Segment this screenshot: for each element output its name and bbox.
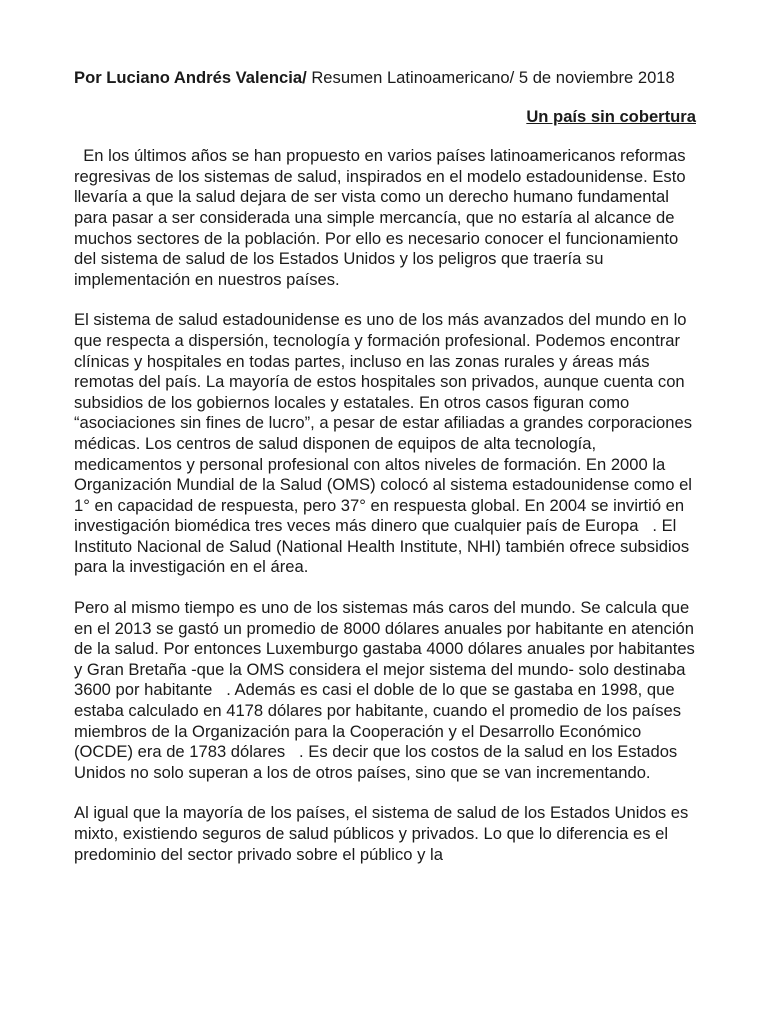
section-title: Un país sin cobertura xyxy=(526,106,696,126)
paragraph-us-system: El sistema de salud estadounidense es uno de los más avanzados del mundo en lo que respecta a dispersión, tecnología y formación profesional. Podemos encontrar clínicas y hospitales en todas partes, incluso en las zonas rurales y áreas más remotas del país. La mayoría de estos hospitales son privados, aunque cuenta con subsidios de los gobiernos locales y estatales. En otros casos figuran como “asociaciones sin fines de lucro”, a pesar de estar afiliadas a grandes corporaciones médicas. Los centros de salud disponen de equipos de alta tecnología, medicamentos y personal profesional con altos niveles de formación. En 2000 la Organización Mundial de la Salud (OMS) colocó al sistema estadounidense como el 1° en capacidad de respuesta, pero 37° en respuesta global. En 2004 se invirtió en investigación biomédica tres veces más dinero que cualquier país de Europa . El Instituto Nacional de Salud (National Health Institute, NHI) también ofrece subsidios para la investigación en el área. xyxy=(74,310,692,577)
byline xyxy=(74,68,696,89)
paragraph-intro: En los últimos años se han propuesto en varios países latinoamericanos reformas regresivas de los sistemas de salud, inspirados en el modelo estadounidense. Esto llevaría a que la salud dejara de ser vista como un derecho humano fundamental para pasar a ser considerada una simple mercancía, que no estaría al alcance de muchos sectores de la población. Por ello es necesario conocer el funcionamiento del sistema de salud de los Estados Unidos y los peligros que traería su implementación en nuestros países. xyxy=(74,146,686,289)
document-page xyxy=(74,68,696,885)
byline-source-date: Resumen Latinoamericano/ 5 de noviembre 2018 xyxy=(306,68,675,87)
paragraph-mixed-system: Al igual que la mayoría de los países, el sistema de salud de los Estados Unidos es mixto, existiendo seguros de salud públicos y privados. Lo que lo diferencia es el predominio del sector privado sobre el público y la xyxy=(74,803,689,864)
byline-author: Por Luciano Andrés Valencia/ xyxy=(74,68,307,87)
paragraph-costs: Pero al mismo tiempo es uno de los sistemas más caros del mundo. Se calcula que en el 2013 se gastó un promedio de 8000 dólares anuales por habitante en atención de la salud. Por entonces Luxemburgo gastaba 4000 dólares anuales por habitantes y Gran Bretaña -que la OMS considera el mejor sistema del mundo- solo destinaba 3600 por habitante . Además es casi el doble de lo que se gastaba en 1998, que estaba calculado en 4178 dólares por habitante, cuando el promedio de los países miembros de la Organización para la Cooperación y el Desarrollo Económico (OCDE) era de 1783 dólares . Es decir que los costos de la salud en los Estados Unidos no solo superan a los de otros países, sino que se van incrementando. xyxy=(74,598,695,782)
